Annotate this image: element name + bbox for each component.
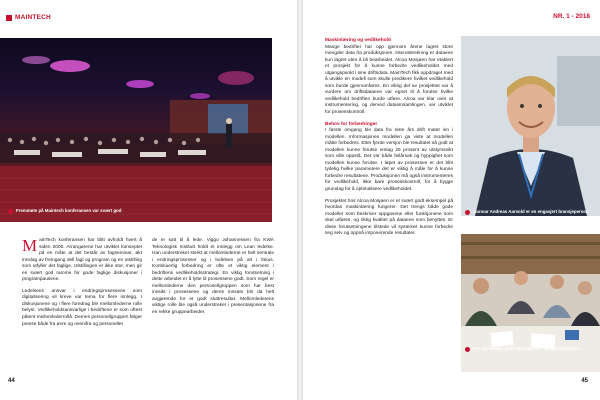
caption-bullet-icon — [8, 209, 13, 214]
page-number-left: 44 — [8, 378, 15, 384]
portrait-caption-text: Gunnar Andreas Aarvold er en engasjert bransjeperson — [473, 209, 589, 214]
group-caption — [465, 346, 595, 352]
left-column-1 — [22, 238, 142, 333]
page-number-right: 45 — [581, 378, 588, 384]
right-column-1 — [325, 38, 453, 243]
hall-photo-caption — [8, 208, 121, 214]
right-page — [303, 0, 600, 400]
paragraph: Prosjektet hos Alcoa Mosjøen er et svært godt eksempel på hvordan maskinlæring fungerer. Det trengs både gode modeller som beskriver oppgavene eller funksjonene som skal utføres, og riktig kvalitet på dataene som benyttes. Er disse forutsetningene tilstede vil systemet kunne forbedre seg selv og oppnå imponerende resultater. — [325, 198, 453, 237]
portrait-photo — [461, 36, 600, 216]
subheading: Maskinlæring og vedlikehold — [325, 38, 391, 43]
paragraph: I første omgang ble data fra siste års drift matet inn i modellen. Informasjonen modellen ga viste at modellen måtte forbedres. Etter fjerde versjon ble resultatet så godt at modellen kunne forutse omlag 25 prosent av utstyrssvikt som ville oppstå. Det var både feilårsak og hyppighet som modellen kunne forutse. I løpet av prosessen er det blitt tydelig hvilke parametere det er viktig å måle for å kunne forbedre resultatene. Produksjonen må også instrumenteres for vedlikehold, ikke bare prosesskontroll, for å bygge grunnlag for å optimalisere vedlikeholdet. — [325, 128, 453, 193]
brand-header — [6, 14, 51, 21]
hall-caption-text: Fremmøte på Maintech konferansen var svært god — [16, 208, 122, 213]
issue-header: NR. 1 - 2018 — [553, 13, 590, 20]
left-page — [0, 0, 297, 400]
group-caption-text: Det var mange gode diskusjoner i gruppearbeidene — [473, 346, 581, 351]
portrait-caption — [465, 209, 595, 215]
paragraph: de er satt til å lede. Viggo Johannessen fra KWA Teknologisk Institutt holdt et innlegg om Lean ledelse. Han understreket sterkt at mellomlederne er helt sentrale i endringsprosesser og i ledelsen på alt i fokus. Kontinuerlig forbedring er ofte et viktig element i bedriftens vedlikeholdsstrategi. En viktig forutsetning i dette arbeidet er å lytte til prosessene godt. Som regel er mellomlederne den personellgruppen som har best innsikt i prosessene og deres innsats blir da helt avgjørende for et godt sluttresultat. Mellomlederens viktige rolle ble også understreket i presentasjonene fra en rekke gruppearbeider. — [152, 238, 274, 316]
subheading: Behov for forbedringer — [325, 121, 378, 127]
brand-mark-icon — [6, 15, 12, 21]
paragraph: Ledelsens ansvar i endringsprosessene som digitalisering vil kreve var tema for flere innlegg. I diskusjonene og i flere foredrag ble mellomlederne rolle belyst. Vedlikeholdsansvarlige i bedriftene er som oftest påtent mellomlederrollå. Dernes personellgruppen følger presse både fra øvre og ovenifra og personellet — [22, 288, 142, 327]
dropcap: M — [22, 236, 38, 255]
left-column-2 — [152, 238, 274, 322]
caption-bullet-icon — [465, 210, 470, 215]
caption-bullet-icon — [465, 347, 470, 352]
paragraph: ainTech konferansen har blitt avholdt hvert å siden 2000. Arrangørene har utviklet konseptet på en måte at det består av fagseminar, økt innslag av fremgang dell fagl og program og en utstilling som utfyller det faglige. Utstillingen er ikke stor, men gir en svært god ramme for gode faglige diskusjoner i programpausene. — [22, 238, 142, 283]
conference-hall-photo — [0, 38, 272, 222]
brand-name: MAINTECH — [15, 14, 51, 21]
paragraph: Mange bedrifter har opp gjennom årene lagret store mengder data fra produksjonen. Interutstrekning er dataene kun lagret uten å bli bearbeidet. Alcoa Mosjøen har etablert et prosjekt for å kunne forbedre vedlikeholdet med utgangspunkt i sine driftsdata. MainTech fikk oppdraget med å utvikle en modell som skulle predikere hvilket vedlikehold som burde gjennomføres. En viktig del av prosjektet var å vurdere om driftsdataene var egnet til å forutse hvilke vedlikehold bedriften burde utføre. Alcoa var klar over at instrumentering, og derved datainnsamlingen, var utviklet for prosesskontroll. — [325, 44, 453, 116]
